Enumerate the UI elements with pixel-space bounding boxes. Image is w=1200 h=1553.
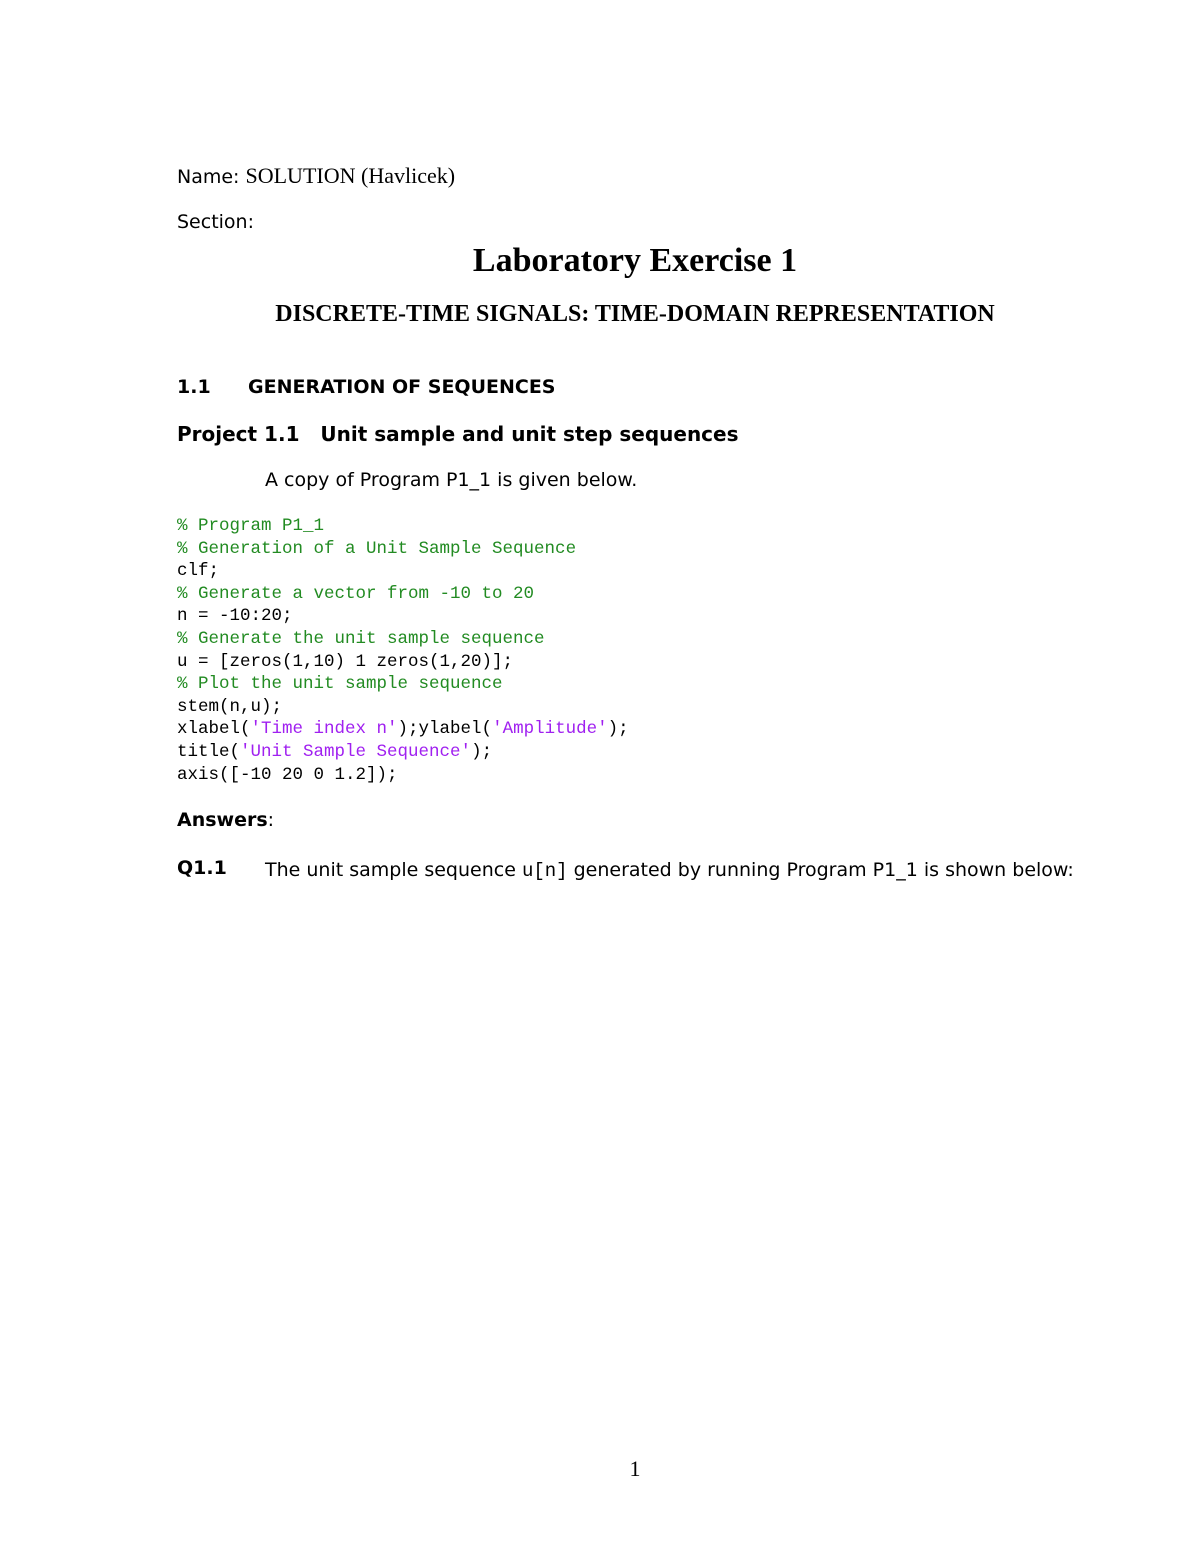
answers-heading [177,809,274,831]
code-segment: 'Time index n' [250,719,398,740]
code-segment: );ylabel( [397,719,493,740]
code-line [177,583,629,606]
question-label: Q1.1 [177,857,227,879]
project-heading: Project 1.1 Unit sample and unit step sequences [177,422,739,446]
code-segment: clf; [177,561,220,582]
code-segment: 'Amplitude' [492,719,608,740]
project-intro: A copy of Program P1_1 is given below. [265,469,638,491]
code-line [177,538,629,561]
code-segment: % Program P1_1 [177,516,325,536]
name-line [177,163,455,189]
code-line [177,741,629,764]
code-segment: axis([-10 20 0 1.2]); [177,764,398,785]
code-line [177,560,629,583]
code-line [177,718,629,741]
code-segment: title( [177,741,241,762]
code-line [177,515,629,538]
page-subtitle: DISCRETE-TIME SIGNALS: TIME-DOMAIN REPRESENTATION [275,301,995,327]
code-segment: % Generation of a Unit Sample Sequence [177,538,577,559]
code-segment: n = -10:20; [177,606,293,627]
page-number: 1 [629,1456,641,1481]
section-title: GENERATION OF SEQUENCES [248,376,556,398]
question-text-after: generated by running Program P1_1 is shown below: [567,859,1074,881]
code-line [177,673,629,696]
code-line [177,651,629,674]
answers-label: Answers [177,809,268,831]
question-text-before: The unit sample sequence [265,859,522,881]
question-code: u[n] [521,860,568,882]
code-segment: % Generate a vector from -10 to 20 [177,583,535,604]
name-label: Name: [177,166,246,188]
code-segment: ); [471,741,493,762]
code-block [177,515,629,786]
code-line [177,764,629,787]
code-segment: 'Unit Sample Sequence' [240,741,472,762]
answers-colon: : [267,809,275,831]
code-line [177,696,629,719]
code-line [177,605,629,628]
code-segment: stem(n,u); [177,696,283,717]
section-number: 1.1 [177,376,211,398]
code-line [177,628,629,651]
name-value: SOLUTION (Havlicek) [245,163,456,188]
code-segment: u = [zeros(1,10) 1 zeros(1,20)]; [177,651,514,672]
code-segment: % Generate the unit sample sequence [177,628,545,649]
code-segment: ); [607,719,629,740]
code-segment: xlabel( [177,719,251,740]
question-text [265,857,1093,884]
section-label: Section: [177,211,254,233]
page-title: Laboratory Exercise 1 [472,242,798,279]
code-segment: % Plot the unit sample sequence [177,674,503,695]
